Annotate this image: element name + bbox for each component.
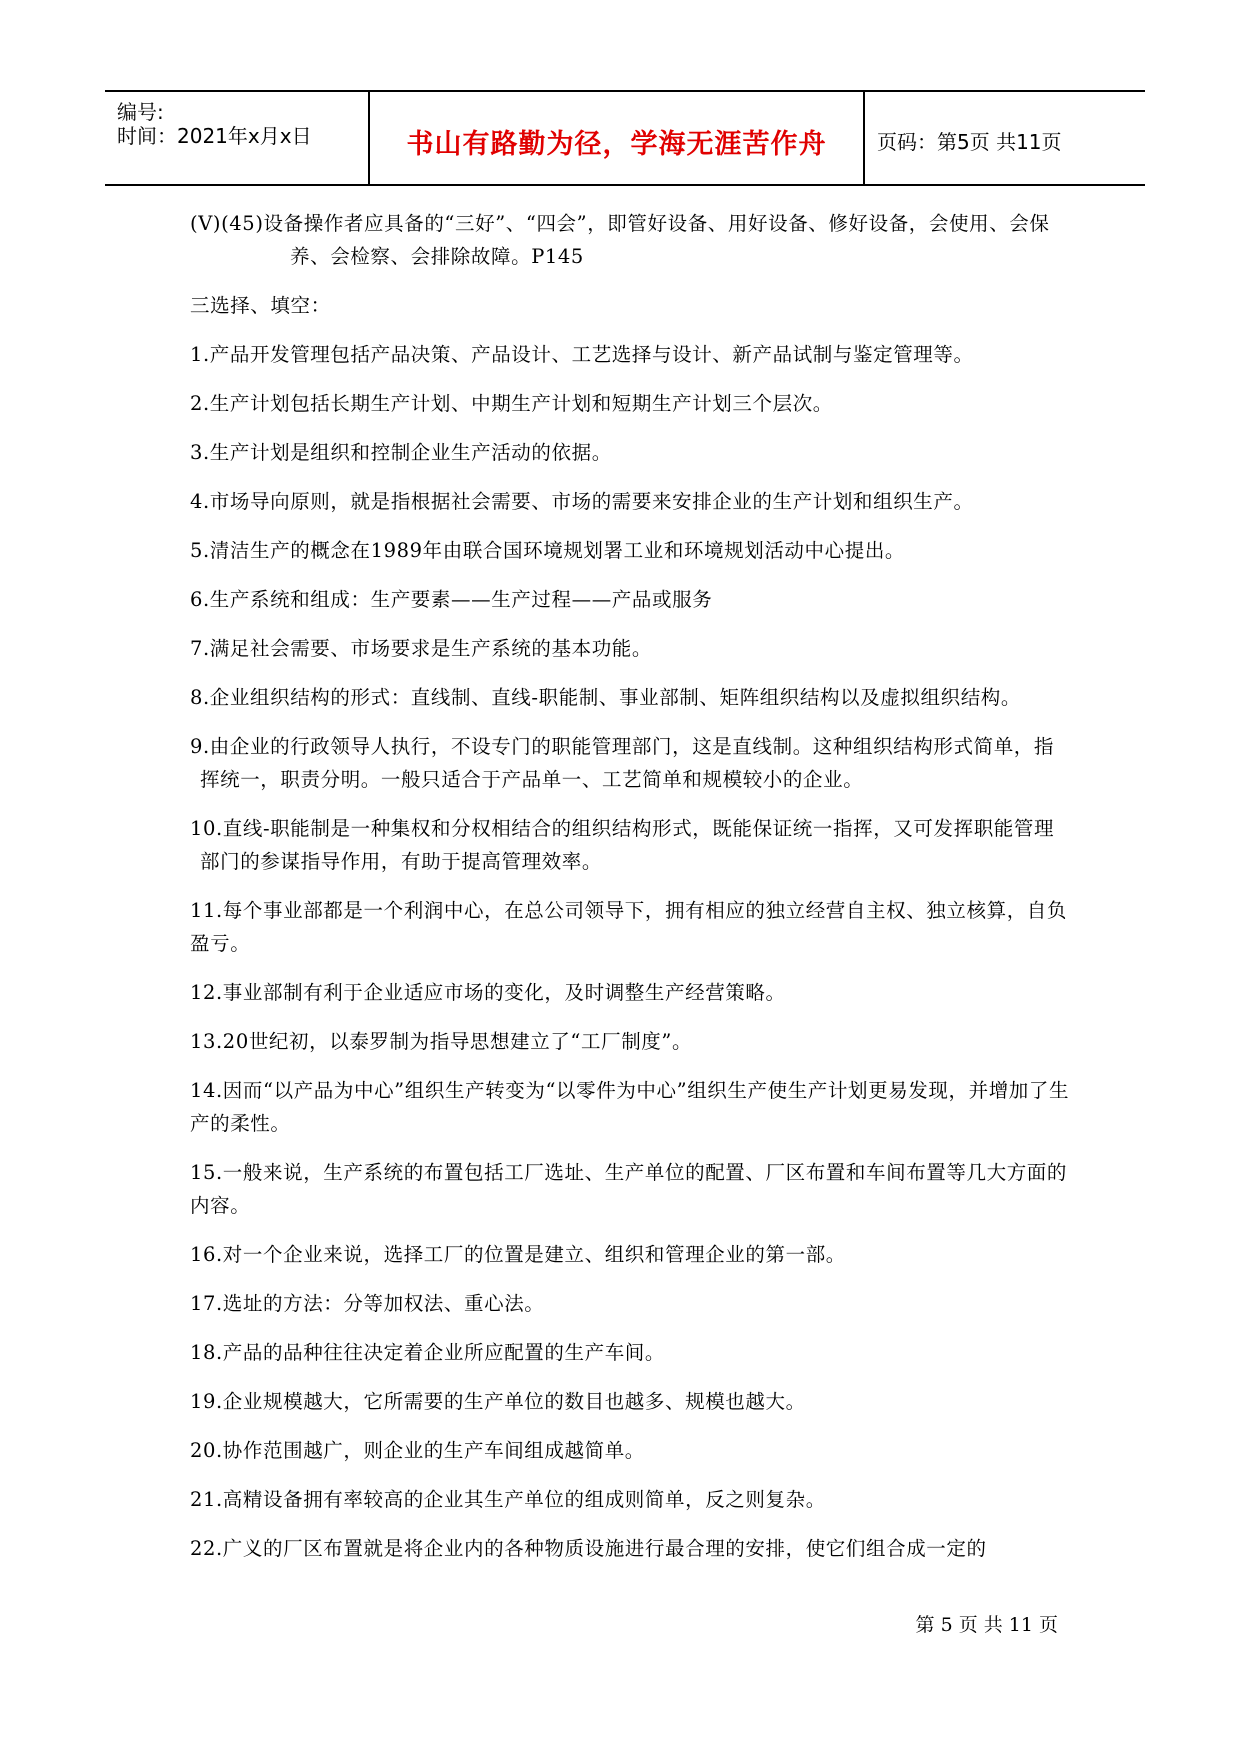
list-item: 21.高精设备拥有率较高的企业其生产单位的组成则简单，反之则复杂。 bbox=[190, 1488, 826, 1511]
list-item: 8.企业组织结构的形式：直线制、直线-职能制、事业部制、矩阵组织结构以及虚拟组织结构。 bbox=[190, 686, 1021, 709]
list-item: 7.满足社会需要、市场要求是生产系统的基本功能。 bbox=[190, 637, 653, 660]
list-item: 11.每个事业部都是一个利润中心，在总公司领导下，拥有相应的独立经营自主权、独立核算，自负盈亏。 bbox=[190, 899, 1068, 955]
list-item: 13.20世纪初，以泰罗制为指导思想建立了“工厂制度”。 bbox=[190, 1030, 693, 1053]
header-meta-cell bbox=[105, 92, 368, 184]
list-item: 19.企业规模越大，它所需要的生产单位的数目也越多、规模也越大。 bbox=[190, 1390, 806, 1413]
list-item: 6.生产系统和组成：生产要素——生产过程——产品或服务 bbox=[190, 588, 713, 611]
doc-time-label: 时间：2021年x月x日 bbox=[117, 124, 312, 148]
list-item: 20.协作范围越广，则企业的生产车间组成越简单。 bbox=[190, 1439, 645, 1462]
document-body bbox=[190, 207, 1070, 1581]
header-page-number: 页码：第5页 共11页 bbox=[877, 130, 1062, 154]
list-item: 18.产品的品种往往决定着企业所应配置的生产车间。 bbox=[190, 1341, 666, 1364]
list-item: 14.因而“以产品为中心”组织生产转变为“以零件为中心”组织生产使生产计划更易发现，并增加了生产的柔性。 bbox=[190, 1079, 1070, 1135]
intro-prefix: (V)(45) bbox=[190, 212, 264, 235]
list-item: 3.生产计划是组织和控制企业生产活动的依据。 bbox=[190, 441, 612, 464]
page-header bbox=[105, 90, 1145, 186]
list-item: 5.清洁生产的概念在1989年由联合国环境规划署工业和环境规划活动中心提出。 bbox=[190, 539, 906, 562]
doc-number-label: 编号: bbox=[117, 100, 164, 124]
list-item: 22.广义的厂区布置就是将企业内的各种物质设施进行最合理的安排，使它们组合成一定的 bbox=[190, 1537, 987, 1560]
list-item: 2.生产计划包括长期生产计划、中期生产计划和短期生产计划三个层次。 bbox=[190, 392, 833, 415]
list-item: 15.一般来说，生产系统的布置包括工厂选址、生产单位的配置、厂区布置和车间布置等几大方面的内容。 bbox=[190, 1161, 1068, 1217]
intro-text: 设备操作者应具备的“三好”、“四会”，即管好设备、用好设备、修好设备，会使用、会保养、会检察、会排除故障。P145 bbox=[263, 212, 1050, 268]
list-item: 9.由企业的行政领导人执行，不设专门的职能管理部门，这是直线制。这种组织结构形式简单，指挥统一，职责分明。一般只适合于产品单一、工艺简单和规模较小的企业。 bbox=[190, 735, 1055, 791]
header-motto: 书山有路勤为径，学海无涯苦作舟 bbox=[406, 129, 827, 160]
page-footer: 第 5 页 共 11 页 bbox=[915, 1614, 1058, 1636]
list-item: 12.事业部制有利于企业适应市场的变化，及时调整生产经营策略。 bbox=[190, 981, 786, 1004]
section-title: 三选择、填空： bbox=[190, 294, 331, 317]
list-item: 10.直线-职能制是一种集权和分权相结合的组织结构形式，既能保证统一指挥，又可发挥职能管理部门的参谋指导作用，有助于提高管理效率。 bbox=[190, 817, 1055, 873]
list-item: 1.产品开发管理包括产品决策、产品设计、工艺选择与设计、新产品试制与鉴定管理等。 bbox=[190, 343, 974, 366]
list-item: 4.市场导向原则，就是指根据社会需要、市场的需要来安排企业的生产计划和组织生产。 bbox=[190, 490, 974, 513]
list-item: 17.选址的方法：分等加权法、重心法。 bbox=[190, 1292, 545, 1315]
list-item: 16.对一个企业来说，选择工厂的位置是建立、组织和管理企业的第一部。 bbox=[190, 1243, 846, 1266]
intro-paragraph bbox=[190, 207, 1070, 273]
header-motto-cell bbox=[368, 92, 865, 184]
header-page-cell bbox=[863, 92, 1145, 184]
